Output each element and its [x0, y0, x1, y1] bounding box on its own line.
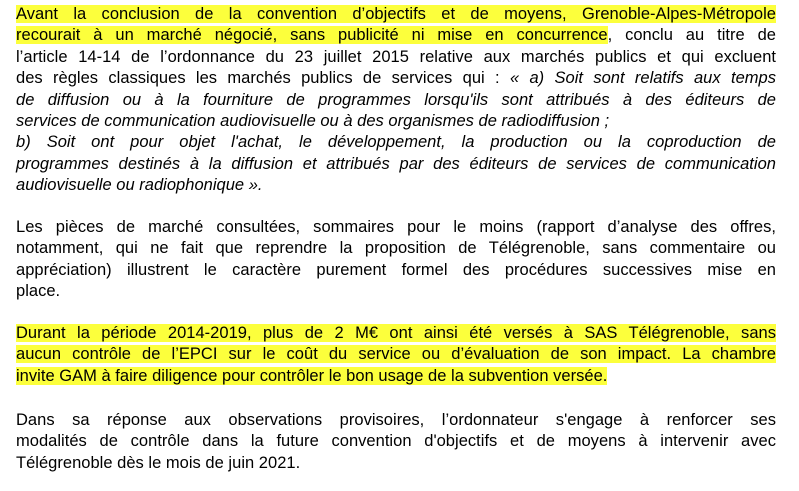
quoted-line: audiovisuelle ou radiophonique ».	[16, 176, 263, 195]
highlighted-text: invite GAM à faire diligence pour contrôler le bon usage de la subvention versée.	[16, 366, 608, 385]
highlighted-text: Durant la période 2014-2019, plus de 2 M€ ont ainsi été versés à SAS Télégrenoble, sans	[16, 324, 776, 342]
text-line	[16, 323, 776, 344]
text-line: appréciation) illustrent le caractère purement formel des procédures successives mise en	[16, 260, 776, 279]
quoted-text: « a) Soit sont relatifs aux temps	[509, 69, 776, 88]
text-line: Les pièces de marché consultées, sommaires pour le moins (rapport d’analyse des offres,	[16, 218, 776, 236]
text-line	[16, 344, 776, 365]
paragraph-response	[16, 410, 776, 474]
text-line: modalités de contrôle dans la future convention d'objectifs et de moyens à intervenir avec	[16, 432, 776, 451]
quoted-line: de diffusion ou à la fourniture de programmes lorsqu'ils sont attribués à des éditeurs de	[16, 90, 776, 109]
plain-text: , conclu au titre de	[607, 26, 776, 45]
text-line: l’article 14-14 de l’ordonnance du 23 juillet 2015 relative aux marchés publics et qui excluent	[16, 47, 776, 66]
paragraph-market-documents	[16, 217, 776, 303]
text-line: Télégrenoble dès le mois de juin 2021.	[16, 453, 301, 472]
text-line: notamment, qui ne fait que reprendre la proposition de Télégrenoble, sans commentaire ou	[16, 239, 776, 258]
plain-text: des règles classiques les marchés publics de services qui :	[16, 69, 510, 88]
text-line: place.	[16, 282, 61, 301]
text-line	[16, 4, 776, 25]
paragraph-market-procedure	[16, 4, 776, 197]
highlighted-text: aucun contrôle de l’EPCI sur le coût du service ou d’évaluation de son impact. La chambre	[16, 345, 776, 364]
highlighted-text: recourait à un marché négocié, sans publicité ni mise en concurrence	[16, 26, 608, 45]
quoted-line: services de communication audiovisuelle ou à des organismes de radiodiffusion ;	[16, 111, 610, 130]
highlighted-text: Avant la conclusion de la convention d’objectifs et de moyens, Grenoble-Alpes-Métropole	[16, 5, 776, 23]
quoted-line: programmes destinés à la diffusion et attribués par des éditeurs de services de communication	[16, 154, 776, 173]
text-line: Dans sa réponse aux observations provisoires, l’ordonnateur s'engage à renforcer ses	[16, 411, 776, 429]
text-line	[16, 366, 776, 387]
text-line	[16, 25, 776, 46]
paragraph-funding-highlight	[16, 323, 776, 387]
text-line	[16, 68, 776, 89]
quoted-line: b) Soit ont pour objet l'achat, le développement, la production ou la coproduction de	[16, 133, 776, 152]
